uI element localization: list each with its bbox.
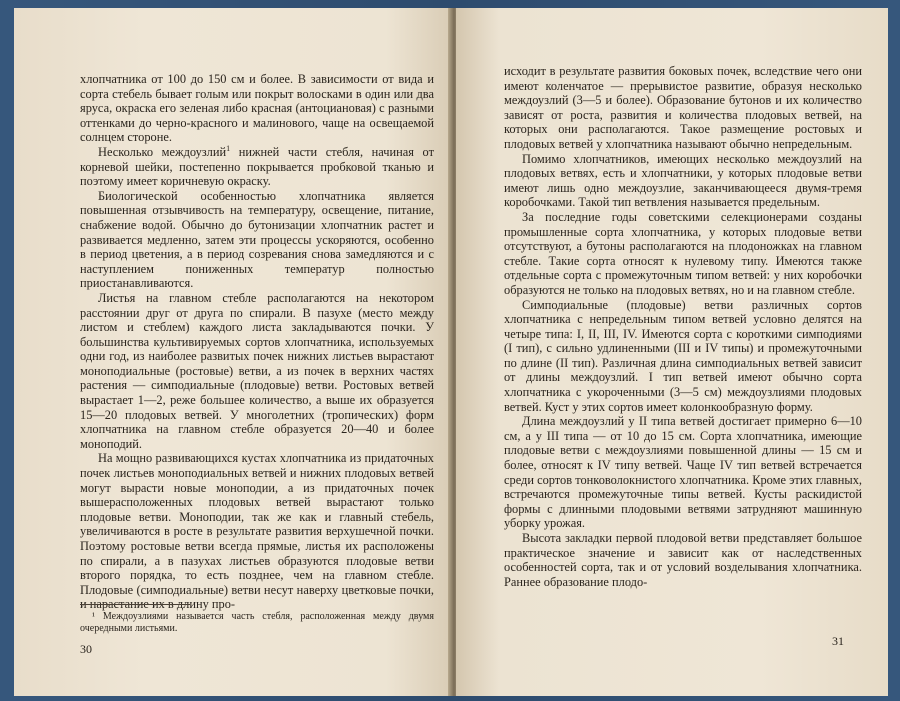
footnote: ¹ Междоузлиями называется часть стебля, расположенная между двумя очередными листьями. (80, 611, 434, 634)
paragraph: Длина междоузлий у II типа ветвей достигает примерно 6—10 см, а у III типа — от 10 до 15 см. Сорта хлопчатника, имеющие плодовые ветви с междоузлиями повышенной длины — 15 см и более, относят к IV типу ветвей. Чаще IV тип ветвей встречается среди сортов тонковолокнистого хлопчатника. Кроме этих главных, встречаются промежуточные типы ветвей. Кусты раскидистой формы с длинными плодовыми ветвями затрудняют машинную уборку урожая. (504, 414, 862, 531)
paragraph: Помимо хлопчатников, имеющих несколько междоузлий на плодовых ветвях, есть и хлопчатники, у которых плодовые ветви имеют лишь одно междоузлие, заканчивающееся двумя-тремя коробочками. Такой тип ветвления называется предельным. (504, 151, 862, 210)
left-page (14, 8, 452, 696)
paragraph: Симподиальные (плодовые) ветви различных сортов хлопчатника с непредельным типом ветвей условно делятся на четыре типа: I, II, III, IV. Имеются сорта с короткими симподиями (I тип), с сильно удлиненными (III и IV типы) и промежуточными по длине (II тип). Различная длина симподиальных ветвей зависит от длины междоузлий. I тип ветвей имеют обычно сорта хлопчатника с укороченными (3—5 см) междоузлиями плодовых ветвей. Куст у этих сортов имеет колонкообразную форму. (504, 297, 862, 414)
paragraph: Листья на главном стебле располагаются на некотором расстоянии друг от друга по спирали. В пазухе (место между листом и стеблем) каждого листа закладываются почки. У большинства культивируемых сортов хлопчатника, используемых одни год, из наиболее развитых почек нижних листьев вырастают моноподиальные (ростовые) ветви, а из почек в верхних частях растения — симподиальные (плодовые) ветви. Ростовых ветвей вырастает 1—2, реже большее количество, а выше их образуется 15—20 плодовых ветвей. У многолетних (тропических) форм хлопчатника на главном стебле образуется 20—40 и более моноподий. (80, 290, 434, 451)
paragraph: исходит в результате развития боковых почек, вследствие чего они имеют коленчатое — прерывистое развитие, образуя несколько междоузлий (3—5 и более). Образование бутонов и их количество зависят от роста, развития и количества плодовых ветвей, на которых они располагаются. Такое размещение ростовых и плодовых ветвей у хлопчатника называют обычно непредельным. (504, 64, 862, 151)
right-page-body (504, 64, 862, 589)
paragraph: За последние годы советскими селекционерами созданы промышленные сорта хлопчатника, у которых плодовые ветви отсутствуют, а бутоны располагаются на плодоножках на главном стебле. Такие сорта относят к нулевому типу. Имеются также отдельные сорта с промежуточным типом ветвей: у них коробочки образуются не только на плодовых ветвях, но и на главном стебле. (504, 209, 862, 297)
page-number: 31 (832, 634, 844, 648)
paragraph (80, 145, 434, 189)
right-page (456, 8, 888, 696)
paragraph: На мощно развивающихся кустах хлопчатника из придаточных почек листьев моноподиальных ветвей и нижних плодовых ветвей могут вырасти новые моноподии, а из придаточных почек вышерасположенных плодовых ветвей вырастают только плодовые ветви. Моноподии, так же как и главный стебель, увеличиваются в росте в результате развития верхушечной почки. Поэтому ростовые ветви всегда прямые, листья их расположены по спирали, а в пазухах листьев образуются плодовые ветви второго порядка, то есть позднее, чем на главном стебле. Плодовые (симподиальные) ветви несут наверху цветковые почки, и нарастание их в длину про- (80, 451, 434, 612)
footnote-mark: 1 (226, 143, 231, 153)
left-page-body (80, 72, 434, 612)
page-number: 30 (80, 642, 92, 656)
footnote-divider (80, 604, 190, 605)
paragraph: Высота закладки первой плодовой ветви представляет большое практическое значение и зависит как от наследственных особенностей сорта, так и от условий возделывания хлопчатника. Раннее образование плодо- (504, 531, 862, 589)
paragraph-text: Несколько междоузлий (98, 144, 227, 159)
paragraph-text: нижней части стебля, начиная от корневой шейки, постепенно покрывается пробковой тканью и поэтому имеет коричневую окраску. (80, 144, 434, 189)
paragraph: хлопчатника от 100 до 150 см и более. В зависимости от вида и сорта стебель бывает голым или покрыт волосками в один или два яруса, окраска его зеленая либо красная (антоциановая) с разными оттенками до черно-красного и малинового, чаще на освещаемой солнцем стороне. (80, 72, 434, 145)
paragraph: Биологической особенностью хлопчатника является повышенная отзывчивость на температуру, освещение, питание, снабжение водой. Обычно до бутонизации хлопчатник растет и развивается медленно, затем эти процессы ускоряются, особенно в период цветения, а в период созревания снова замедляются и с наступлением пониженных температур полностью приостанавливаются. (80, 188, 434, 291)
